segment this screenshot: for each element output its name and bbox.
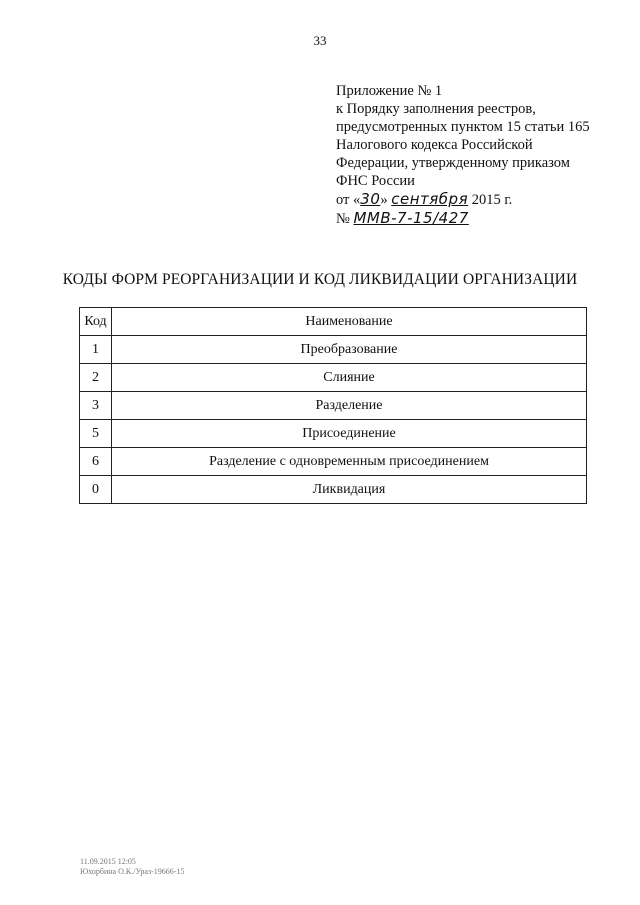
table-header-row: [80, 308, 587, 336]
table-row: [80, 336, 587, 364]
footer-stamp: [80, 857, 184, 877]
date-day-handwritten: 30: [360, 190, 381, 208]
appendix-header: [336, 82, 626, 228]
order-number-line: [336, 209, 626, 228]
row-name: Ликвидация: [112, 476, 587, 504]
appendix-line-2: к Порядку заполнения реестров,: [336, 101, 536, 117]
order-number-handwritten: ММВ-7-15/427: [353, 209, 469, 227]
row-code: 0: [80, 476, 112, 504]
row-code: 2: [80, 364, 112, 392]
row-name: Разделение с одновременным присоединением: [112, 448, 587, 476]
row-name: Слияние: [112, 364, 587, 392]
table-row: [80, 420, 587, 448]
codes-table: [79, 307, 587, 504]
page-number: 33: [313, 33, 327, 48]
column-header-code: Код: [80, 308, 112, 336]
date-prefix: от «: [336, 192, 361, 208]
appendix-line-3: предусмотренных пунктом 15 статьи 165: [336, 119, 590, 135]
appendix-line-1: Приложение № 1: [336, 83, 443, 99]
footer-timestamp: 11.09.2015 12:05: [80, 857, 136, 866]
column-header-name: Наименование: [112, 308, 587, 336]
appendix-line-6: ФНС России: [336, 173, 415, 189]
number-prefix: №: [336, 211, 354, 227]
document-title: КОДЫ ФОРМ РЕОРГАНИЗАЦИИ И КОД ЛИКВИДАЦИИ ОРГАНИЗАЦИИ: [62, 271, 578, 288]
row-code: 5: [80, 420, 112, 448]
row-code: 1: [80, 336, 112, 364]
order-date-line: [336, 190, 626, 209]
footer-registration: Юхорбина О.К./Ураз-19666-15: [80, 867, 185, 876]
appendix-line-4: Налогового кодекса Российской: [336, 137, 533, 153]
date-mid: »: [380, 192, 392, 208]
row-name: Разделение: [112, 392, 587, 420]
table-row: [80, 392, 587, 420]
date-year: 2015 г.: [468, 192, 513, 208]
table-row: [80, 364, 587, 392]
table-row: [80, 476, 587, 504]
row-code: 3: [80, 392, 112, 420]
row-code: 6: [80, 448, 112, 476]
row-name: Присоединение: [112, 420, 587, 448]
row-name: Преобразование: [112, 336, 587, 364]
table-row: [80, 448, 587, 476]
date-month-handwritten: сентября: [391, 190, 469, 208]
appendix-line-5: Федерации, утвержденному приказом: [336, 155, 570, 171]
